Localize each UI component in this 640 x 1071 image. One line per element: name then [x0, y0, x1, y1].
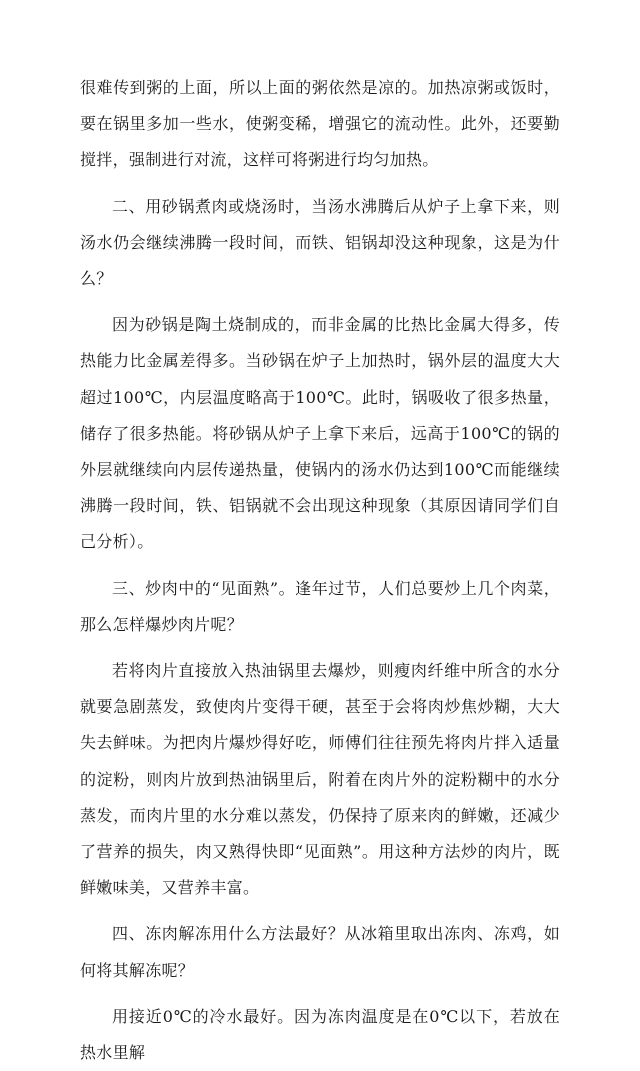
paragraph-answer-thawing: 用接近0℃的冷水最好。因为冻肉温度是在0℃以下，若放在热水里解 — [80, 1006, 560, 1063]
paragraph-porridge-continuation: 很难传到粥的上面，所以上面的粥依然是凉的。加热凉粥或饭时，要在锅里多加一些水，使粥变稀，增强它的流动性。此外，还要勤搅拌，强制进行对流，这样可将粥进行均匀加热。 — [80, 78, 560, 170]
paragraph-question-thawing: 四、冻肉解冻用什么方法最好？从冰箱里取出冻肉、冻鸡，如何将其解冻呢？ — [80, 924, 560, 980]
paragraph-answer-stir-fry: 若将肉片直接放入热油锅里去爆炒，则瘦肉纤维中所含的水分就要急剧蒸发，致使肉片变得干硬，甚至于会将肉炒焦炒糊，大大失去鲜味。为把肉片爆炒得好吃，师傅们往往预先将肉片拌入适量的淀粉，则肉片放到热油锅里后，附着在肉片外的淀粉糊中的水分蒸发，而肉片里的水分难以蒸发，仍保持了原来肉的鲜嫩，还减少了营养的损失，肉又熟得快即“见面熟”。用这种方法炒的肉片，既鲜嫩味美，又营养丰富。 — [80, 661, 560, 898]
paragraph-answer-casserole: 因为砂锅是陶土烧制成的，而非金属的比热比金属大得多，传热能力比金属差得多。当砂锅在炉子上加热时，锅外层的温度大大超过100℃，内层温度略高于100℃。此时，锅吸收了很多热量，储存了很多热能。将砂锅从炉子上拿下来后，远高于100℃的锅的外层就继续向内层传递热量，使锅内的汤水仍达到100℃而能继续沸腾一段时间，铁、铝锅就不会出现这种现象（其原因请同学们自己分析）。 — [80, 315, 560, 552]
paragraph-question-stir-fry: 三、炒肉中的“见面熟”。逢年过节，人们总要炒上几个肉菜，那么怎样爆炒肉片呢？ — [80, 578, 560, 634]
document-page — [80, 70, 560, 1071]
paragraph-question-casserole: 二、用砂锅煮肉或烧汤时，当汤水沸腾后从炉子上拿下来，则汤水仍会继续沸腾一段时间，而铁、铝锅却没这种现象，这是为什么？ — [80, 196, 560, 289]
